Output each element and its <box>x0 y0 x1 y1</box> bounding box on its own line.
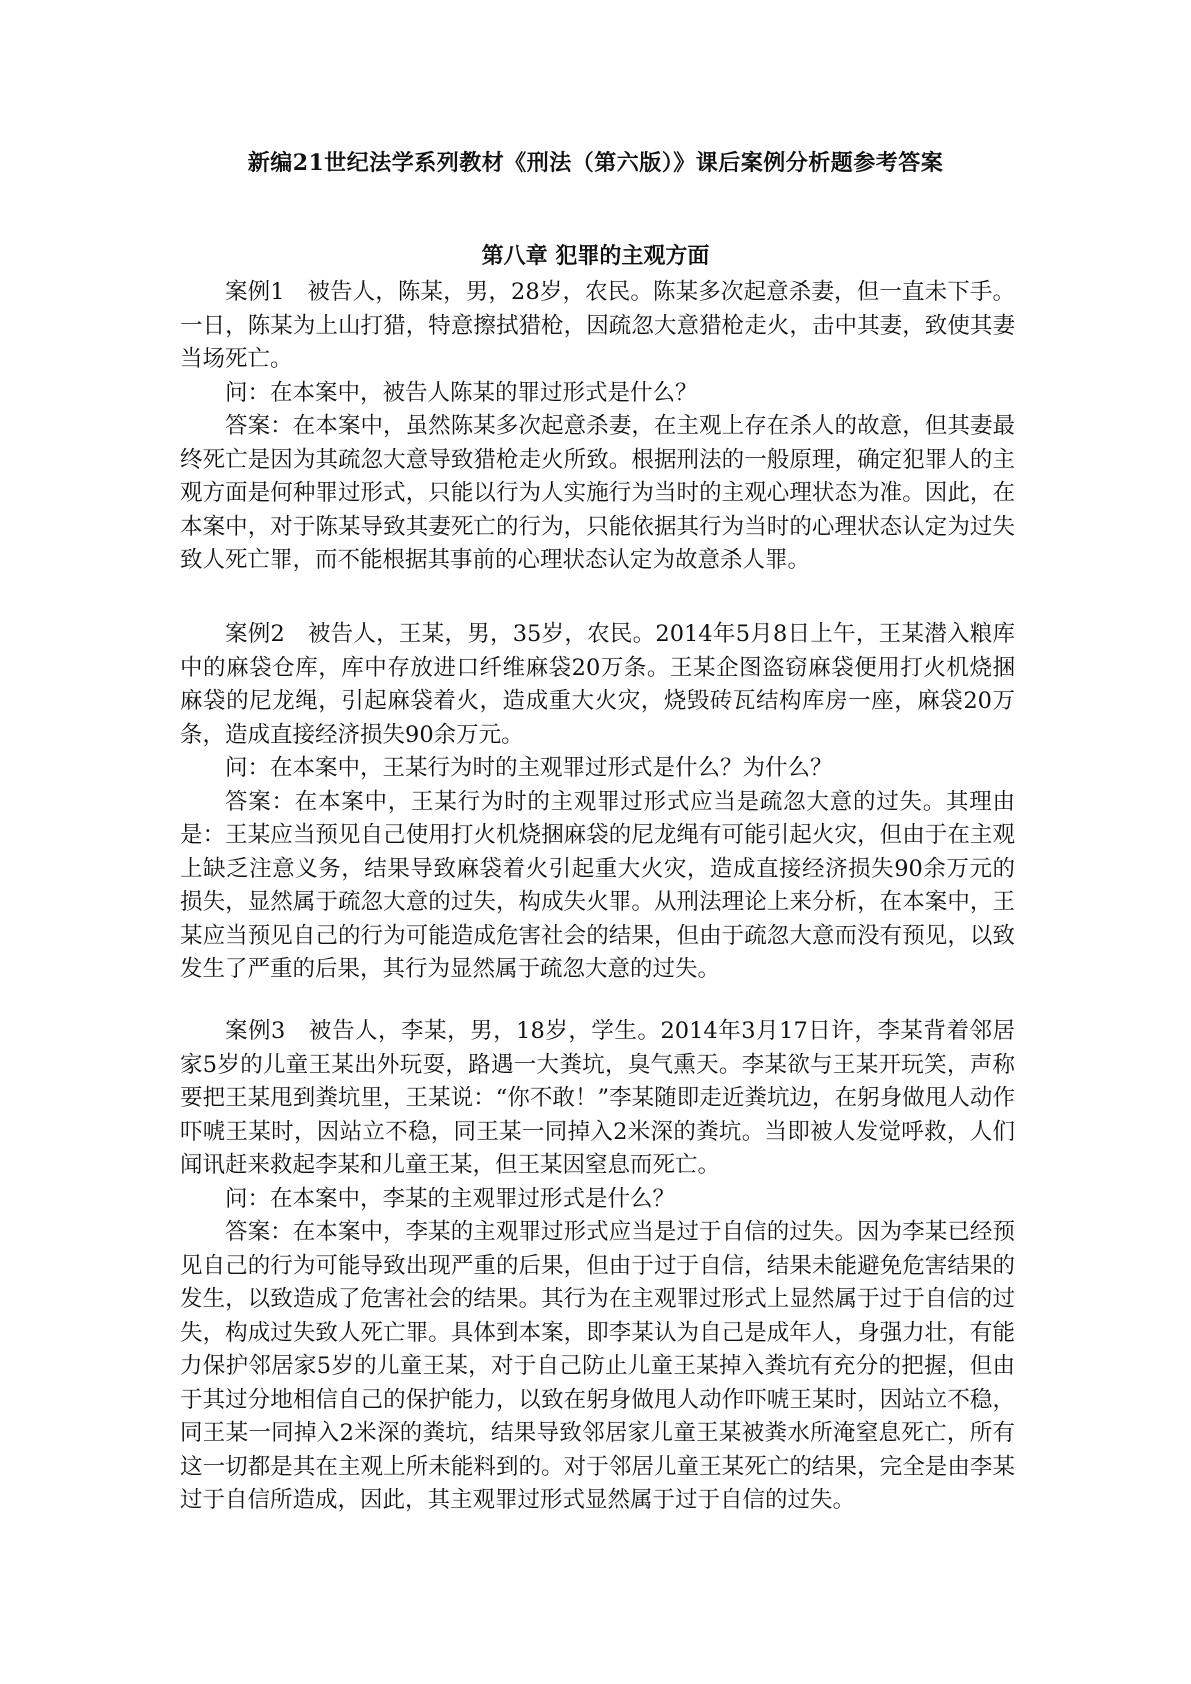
case-question: 问：在本案中，王某行为时的主观罪过形式是什么？为什么？ <box>225 755 833 781</box>
case-question: 问：在本案中，李某的主观罪过形式是什么？ <box>225 1185 676 1212</box>
case-1 <box>180 276 1015 578</box>
document-title: 新编21世纪法学系列教材《刑法（第六版）》课后案例分析题参考答案 <box>247 150 944 176</box>
case-3 <box>180 1015 1015 1518</box>
case-facts: 案例1 被告人，陈某，男，28岁，农民。陈某多次起意杀妻，但一直未下手。一日，陈某为上山打猎，特意擦拭猎枪，因疏忽大意猎枪走火，击中其妻，致使其妻当场死亡。 <box>180 279 1015 372</box>
case-question: 问：在本案中，被告人陈某的罪过形式是什么？ <box>225 379 698 406</box>
case-2 <box>180 618 1015 987</box>
case-answer: 答案：在本案中，李某的主观罪过形式应当是过于自信的过失。因为李某已经预见自己的行为可能导致出现严重的后果，但由于过于自信，结果未能避免危害结果的发生，以致造成了危害社会的结果。其行为在主观罪过形式上显然属于过于自信的过失，构成过失致人死亡罪。具体到本案，即李某认为自己是成年人，身强力壮，有能力保护邻居家5岁的儿童王某，对于自己防止儿童王某掉入粪坑有充分的把握，但由于其过分地相信自己的保护能力，以致在躬身做甩人动作吓唬王某时，因站立不稳，同王某一同掉入2米深的粪坑，结果导致邻居家儿童王某被粪水所淹窒息死亡，所有这一切都是其在主观上所未能料到的。对于邻居儿童王某死亡的结果，完全是由李某过于自信所造成，因此，其主观罪过形式显然属于过于自信的过失。 <box>180 1219 1015 1513</box>
case-answer: 答案：在本案中，虽然陈某多次起意杀妻，在主观上存在杀人的故意，但其妻最终死亡是因为其疏忽大意导致猎枪走火所致。根据刑法的一般原理，确定犯罪人的主观方面是何种罪过形式，只能以行为人实施行为当时的主观心理状态为准。因此，在本案中，对于陈某导致其妻死亡的行为，只能依据其行为当时的心理状态认定为过失致人死亡罪，而不能根据其事前的心理状态认定为故意杀人罪。 <box>180 413 1015 573</box>
case-answer: 答案：在本案中，王某行为时的主观罪过形式应当是疏忽大意的过失。其理由是：王某应当预见自己使用打火机烧捆麻袋的尼龙绳有可能引起火灾，但由于在主观上缺乏注意义务，结果导致麻袋着火引起重大火灾，造成直接经济损失90余万元的损失，显然属于疏忽大意的过失，构成失火罪。从刑法理论上来分析，在本案中，王某应当预见自己的行为可能造成危害社会的结果，但由于疏忽大意而没有预见，以致发生了严重的后果，其行为显然属于疏忽大意的过失。 <box>180 788 1015 982</box>
case-facts: 案例2 被告人，王某，男，35岁，农民。2014年5月8日上午，王某潜入粮库中的麻袋仓库，库中存放进口纤维麻袋20万条。王某企图盗窃麻袋便用打火机烧捆麻袋的尼龙绳，引起麻袋着火，造成重大火灾，烧毁砖瓦结构库房一座，麻袋20万条，造成直接经济损失90余万元。 <box>180 621 1015 748</box>
chapter-title: 第八章 犯罪的主观方面 <box>481 243 710 269</box>
case-facts: 案例3 被告人，李某，男，18岁，学生。2014年3月17日许，李某背着邻居家5岁的儿童王某出外玩耍，路遇一大粪坑，臭气熏天。李某欲与王某开玩笑，声称要把王某甩到粪坑里，王某说：“你不敢！”李某随即走近粪坑边，在躬身做甩人动作吓唬王某时，因站立不稳，同王某一同掉入2米深的粪坑。当即被人发觉呼救，人们闻讯赶来救起李某和儿童王某，但王某因窒息而死亡。 <box>180 1018 1015 1178</box>
